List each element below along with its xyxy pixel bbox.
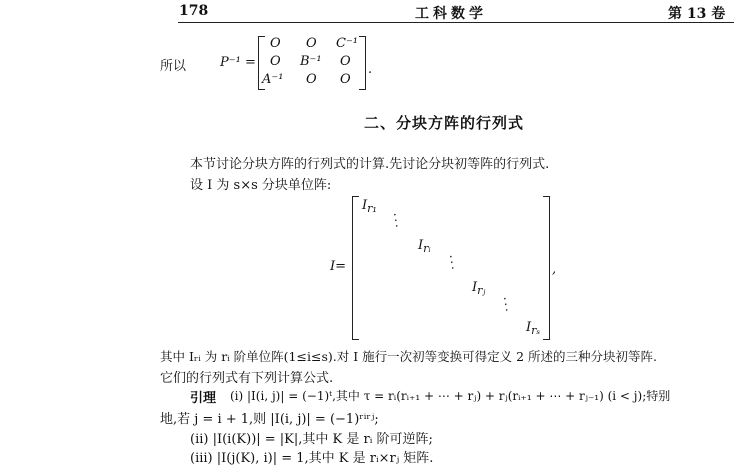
diag-block: $I_{r_s}$: [526, 320, 541, 337]
matrix-cell: O: [270, 54, 281, 69]
diagonal-dots: ⋱: [387, 210, 405, 230]
diagonal-dots: ⋱: [497, 294, 515, 314]
lemma-item-i: (i) |I(i, j)| = (−1)ᵗ,其中 τ = rᵢ(rᵢ₊₁ + ⋯ + rⱼ) + rⱼ(rᵢ₊₁ + ⋯ + rⱼ₋₁) (i < j);特别: [230, 389, 671, 403]
formula-period: .: [368, 62, 373, 77]
intro-line-1: 本节讨论分块方阵的行列式的计算.先讨论分块初等阵的行列式.: [190, 157, 550, 172]
matrix-cell: B⁻¹: [300, 54, 322, 69]
volume-label: 第 13 卷: [668, 6, 726, 22]
journal-title: 工科数学: [415, 6, 487, 22]
matrix-cell: A⁻¹: [262, 72, 284, 87]
matrix-cell: O: [306, 36, 317, 51]
matrix-cell: O: [340, 72, 351, 87]
formula-lead: 所以: [160, 59, 187, 74]
lemma-item-iii: (iii) |I(j(K), i)| = 1,其中 K 是 rᵢ×rⱼ 矩阵.: [190, 451, 434, 466]
identity-right-bracket: [543, 196, 550, 340]
explanation-line-2: 它们的行列式有下列计算公式.: [160, 371, 334, 386]
section-title: 二、分块方阵的行列式: [364, 114, 525, 132]
explanation-line-1: 其中 Iᵣᵢ 为 rᵢ 阶单位阵(1≤i≤s).对 I 施行一次初等变换可得定义 2 所述的三种分块初等阵.: [160, 349, 657, 364]
identity-matrix: [352, 196, 550, 340]
matrix-cell: O: [340, 54, 351, 69]
header-rule: [178, 22, 734, 23]
lemma-item-i-cont: 地,若 j = i + 1,则 |I(i, j)| = (−1)ʳⁱʳʲ;: [160, 412, 379, 427]
lemma-label: 引理: [190, 391, 217, 406]
identity-comma: ,: [552, 262, 557, 277]
diag-block: $I_{rᵢ}$: [418, 238, 431, 255]
lemma-item-ii: (ii) |I(i(K))| = |K|,其中 K 是 rᵢ 阶可逆阵;: [190, 432, 433, 447]
matrix-cell: O: [270, 36, 281, 51]
page-number: 178: [179, 3, 209, 19]
formula-lhs: P⁻¹ =: [220, 55, 256, 70]
identity-lhs: I=: [330, 259, 347, 274]
matrix-right-bracket: [359, 36, 366, 90]
diag-block: $I_{r_1}$: [362, 198, 377, 215]
intro-line-2: 设 I 为 s×s 分块单位阵:: [190, 178, 332, 193]
diag-block: $I_{rⱼ}$: [472, 280, 486, 297]
matrix-cell: C⁻¹: [336, 36, 359, 51]
diagonal-dots: ⋱: [443, 252, 461, 272]
identity-left-bracket: [352, 196, 359, 340]
matrix-cell: O: [306, 72, 317, 87]
inverse-matrix: [258, 34, 366, 92]
